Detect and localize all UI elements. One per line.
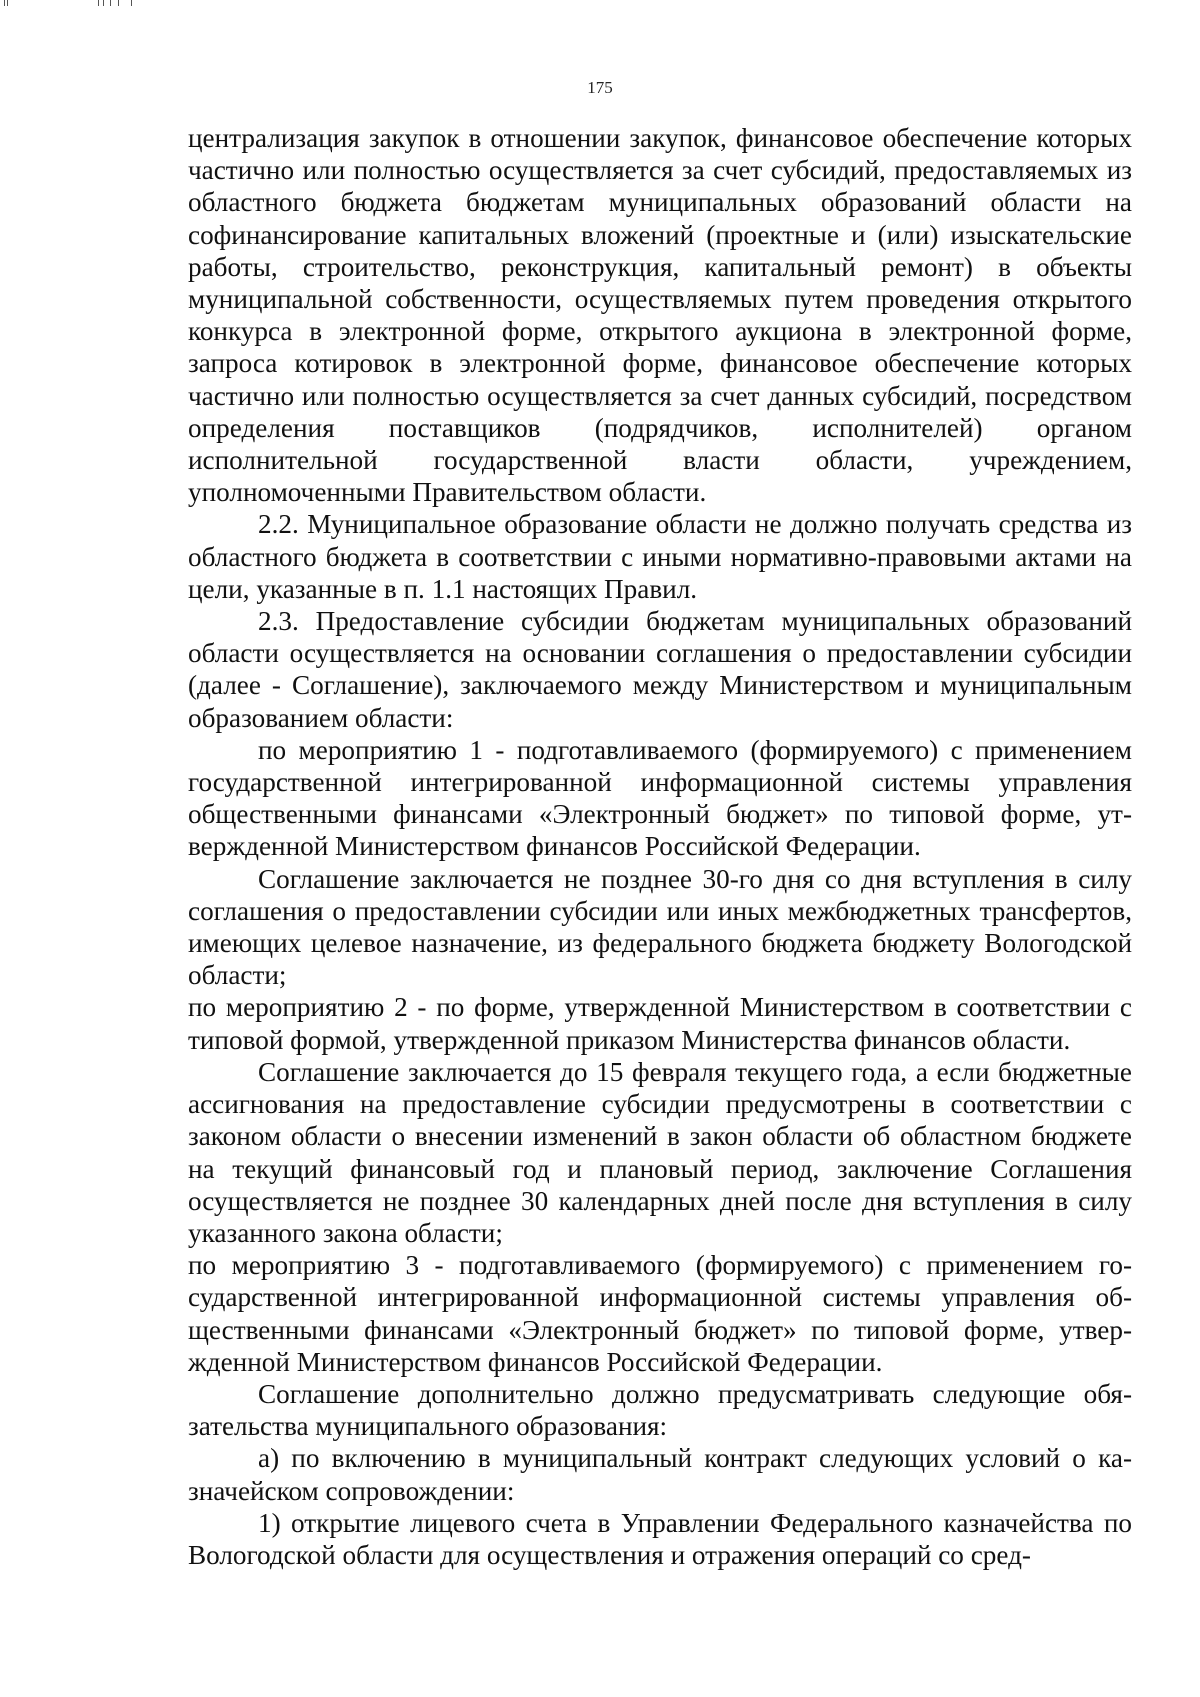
scan-artifact <box>0 0 140 6</box>
document-body <box>188 122 1132 1571</box>
paragraph: 1) открытие лицевого счета в Управлении Федерального казначейства по Вологодской области для осуществления и отражения операций со сред- <box>188 1507 1132 1570</box>
paragraph: а) по включению в муниципальный контракт следующих условий о казначейском сопровождении: <box>188 1443 1132 1506</box>
paragraph: по мероприятию 2 - по форме, утвержденной Министерством в соответствии с типовой формой, утвержденной приказом Министерства финансов области. <box>188 992 1132 1055</box>
paragraph: 2.2. Муниципальное образование области не должно получать средства из областного бюджета в соответствии с иными нормативно-правовыми актами на цели, указанные в п. 1.1 настоящих Правил. <box>188 509 1132 604</box>
paragraph: Соглашение заключается до 15 февраля текущего года, а если бюджетные ассигнования на предоставление субсидии предусмотрены в соответствии с законом области о внесении изменений в закон области об областном бюджете на текущий финансовый год и плановый период, заключение Соглашения осуществляется не позднее 30 календарных дней после дня вступления в силу указанного закона области; <box>188 1056 1132 1248</box>
page-number: 175 <box>587 78 613 97</box>
paragraph: централизация закупок в отношении закупок, финансовое обеспечение которых частично или полностью осуществляется за счет субсидий, предоставляемых из областного бюджета бюджетам муниципальных образований области на софинансирование капитальных вложений (проектные и (или) изыскательские работы, строительство, реконструкция, капитальный ремонт) в объекты муниципальной собственности, осуществляемых путем проведения открытого конкурса в электронной форме, открытого аукциона в электронной форме, запроса котировок в электронной форме, финансовое обеспечение которых частично или полностью осуществляется за счет данных субсидий, посредством определения поставщиков (подрядчиков, исполнителей) органом исполнительной государственной власти области, учреждением, уполномоченными Правительством области. <box>188 123 1132 508</box>
paragraph: Соглашение заключается не позднее 30-го дня со дня вступления в силу соглашения о предоставлении субсидии или иных межбюджетных трансфертов, имеющих целевое назначение, из федерального бюджета бюджету Вологодской области; <box>188 863 1132 991</box>
paragraph: по мероприятию 1 - подготавливаемого (формируемого) с применением государственной интегрированной информационной системы управления общественными финансами «Электронный бюджет» по типовой форме, утвержденной Министерством финансов Российской Федерации. <box>188 734 1132 862</box>
paragraph: по мероприятию 3 - подготавливаемого (формируемого) с применением государственной интегрированной информационной системы управления общественными финансами «Электронный бюджет» по типовой форме, утвержденной Министерством финансов Российской Федерации. <box>188 1250 1132 1377</box>
paragraph: Соглашение дополнительно должно предусматривать следующие обязательства муниципального образования: <box>188 1378 1132 1442</box>
paragraph: 2.3. Предоставление субсидии бюджетам муниципальных образований области осуществляется на основании соглашения о предоставлении субсидии (далее - Соглашение), заключаемого между Министерством и муниципальным образованием области: <box>188 606 1132 733</box>
